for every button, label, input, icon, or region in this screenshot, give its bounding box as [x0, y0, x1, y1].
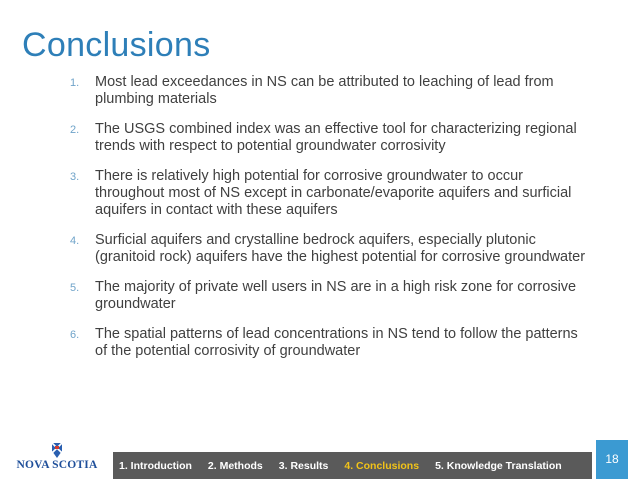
nav-item-introduction[interactable]: 1. Introduction	[119, 459, 192, 472]
nova-scotia-flag-emblem-icon	[8, 441, 106, 461]
section-nav	[113, 452, 592, 479]
slide-title: Conclusions	[22, 26, 211, 64]
list-item-number: 3.	[70, 171, 80, 183]
nav-item-conclusions[interactable]: 4. Conclusions	[344, 459, 420, 472]
list-item-text: The USGS combined index was an effective tool for characterizing regional trends with respect to potential groundwater corrosivity	[95, 121, 577, 154]
list-item-text: Most lead exceedances in NS can be attributed to leaching of lead from plumbing materials	[95, 74, 554, 107]
page-number: 18	[596, 440, 628, 479]
list-item	[70, 279, 590, 313]
list-item	[70, 74, 590, 108]
logo-text: NOVA SCOTIA	[16, 459, 98, 471]
list-item-number: 4.	[70, 235, 80, 247]
list-item-text: Surficial aquifers and crystalline bedrock aquifers, especially plutonic (granitoid rock) aquifers have the highest potential for corrosive groundwater	[95, 232, 586, 265]
nav-item-knowledge-translation[interactable]: 5. Knowledge Translation	[435, 459, 562, 472]
list-item-number: 2.	[70, 124, 80, 136]
list-item	[70, 326, 590, 360]
list-item	[70, 168, 590, 219]
conclusions-list	[70, 74, 590, 373]
nav-item-methods[interactable]: 2. Methods	[207, 459, 263, 472]
list-item-number: 1.	[70, 77, 80, 89]
list-item-number: 5.	[70, 282, 80, 294]
list-item-text: There is relatively high potential for corrosive groundwater to occur throughout most of NS except in carbonate/evaporite aquifers and surficial aquifers in contact with these aquifers	[95, 168, 572, 218]
list-item-text: The majority of private well users in NS are in a high risk zone for corrosive groundwater	[95, 279, 577, 312]
nova-scotia-logo	[8, 441, 106, 477]
list-item-text: The spatial patterns of lead concentrations in NS tend to follow the patterns of the potential corrosivity of groundwater	[95, 326, 578, 359]
list-item-number: 6.	[70, 329, 80, 341]
list-item	[70, 121, 590, 155]
nav-item-results[interactable]: 3. Results	[278, 459, 329, 472]
list-item	[70, 232, 590, 266]
